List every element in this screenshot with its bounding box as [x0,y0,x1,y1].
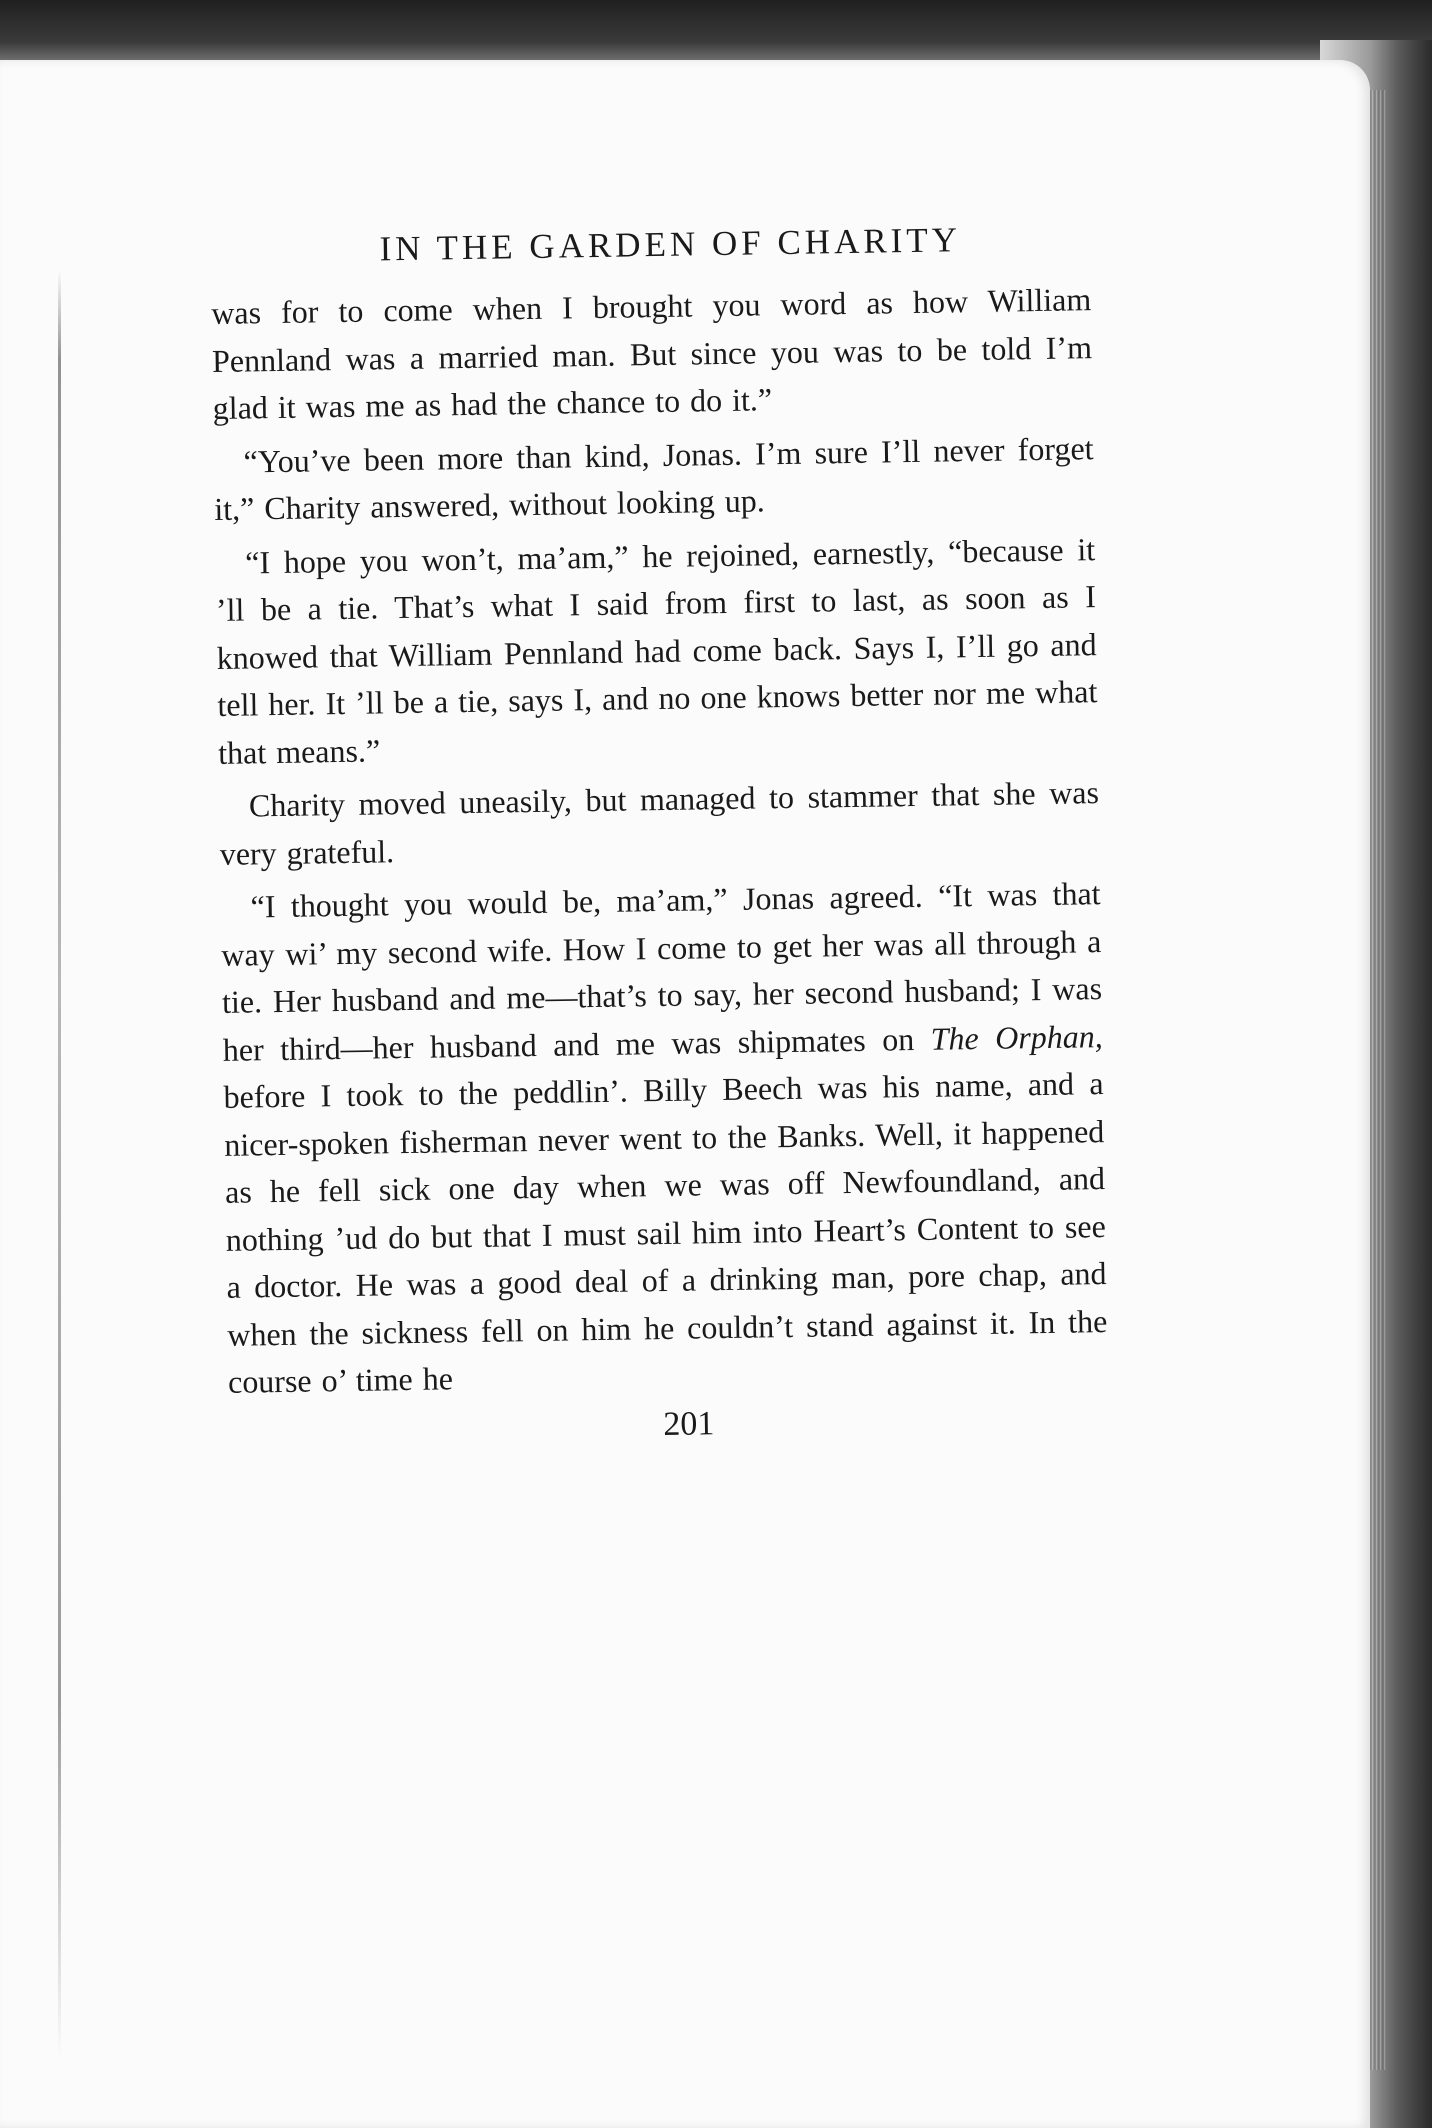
gutter-shadow [58,270,61,2060]
paragraph-2: “You’ve been more than kind, Jonas. I’m sure I’ll never forget it,” Charity answered, without looking up. [214,429,1094,527]
paragraph-4: Charity moved uneasily, but managed to stammer that she was very grateful. [219,774,1100,872]
paragraph-3: “I hope you won’t, ma’am,” he rejoined, earnestly, “because it ’ll be a tie. That’s what I said from first to last, as soon as I knowed that William Pennland had come back. Says I, I’ll go and tell her. It ’ll be a tie, says I, and no one knows better nor me what that means.” [215,530,1098,771]
page-number: 201 [662,1404,715,1443]
paragraph-1: was for to come when I brought you word as how William Pennland was a married man. But since you was to be told I’m glad it was me as had the chance to do it.” [210,281,1093,426]
ship-name: The Orphan, [930,1017,1104,1057]
page-text [210,218,1109,1450]
running-head: IN THE GARDEN OF CHARITY [379,220,962,269]
paragraph-5-end: before I took to the peddlin’. Billy Beech was his name, and a nicer-spoken fisherman never went to the Banks. Well, it happened as he fell sick one day when we was off Newfoundland, and nothing ’ud do but that I must sail him into Heart’s Content to see a doctor. He was a good deal of a drinking man, pore chap, and when the sickness fell on him he couldn’t stand against it. In the course o’ time he [223,1065,1108,1400]
paragraph-5-start: “I thought you would be, ma’am,” Jonas agreed. “It was that way wi’ my second wife. How I come to get her was all through a tie. Her husband and me—that’s to say, her second husband; I was her third—her husband and me was shipmates on [221,875,1103,1068]
paragraph-5 [220,870,1108,1406]
